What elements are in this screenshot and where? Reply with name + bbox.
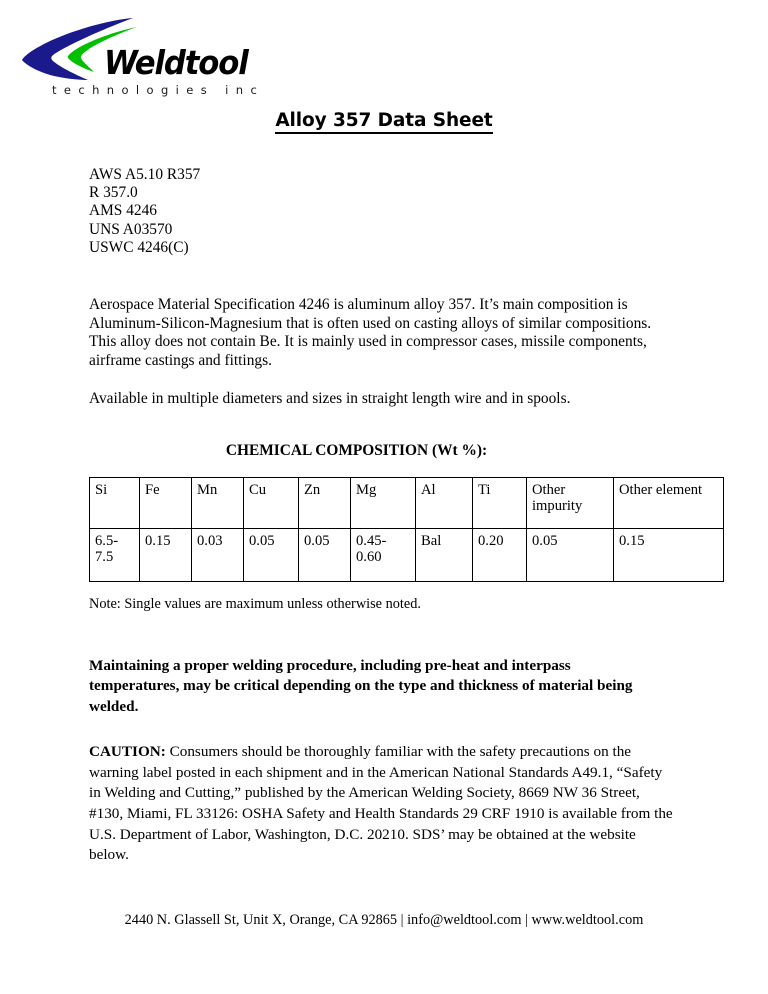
table-header-cell: Al: [416, 477, 473, 528]
description-paragraph: Aerospace Material Specification 4246 is aluminum alloy 357. It’s main composition is Aluminum-Silicon-Magnesium that is often used on casting alloys of similar compositions. This alloy does not contain Be. It is mainly used in compressor cases, missile components, airframe castings and fittings.: [89, 296, 652, 369]
table-header-cell: Zn: [299, 477, 351, 528]
table-header-cell: Mg: [351, 477, 416, 528]
spec-item: USWC 4246(C): [89, 238, 189, 256]
footer-contact-text: 2440 N. Glassell St, Unit X, Orange, CA 92865 | info@weldtool.com | www.weldtool.com: [124, 912, 644, 928]
table-cell: Bal: [416, 528, 473, 581]
table-header-cell: Other element: [614, 477, 724, 528]
logo-tagline: technologies inc: [52, 83, 265, 97]
table-cell: 0.15: [614, 528, 724, 581]
table-header-cell: Fe: [140, 477, 192, 528]
spec-item: R 357.0: [89, 184, 138, 202]
specification-list: [89, 166, 678, 257]
table-cell: 0.45-0.60: [351, 528, 416, 581]
company-logo: [20, 18, 270, 104]
table-header-row: [90, 477, 724, 528]
table-header-cell: Cu: [244, 477, 299, 528]
spec-item: AMS 4246: [89, 202, 157, 220]
table-header-cell: Si: [90, 477, 140, 528]
table-cell: 0.05: [527, 528, 614, 581]
logo-wordmark: Weldtool: [104, 43, 248, 82]
page-title: [0, 110, 768, 131]
table-header-cell: Mn: [192, 477, 244, 528]
table-cell: 0.05: [299, 528, 351, 581]
table-note: Note: Single values are maximum unless otherwise noted.: [89, 595, 421, 612]
table-cell: 6.5-7.5: [90, 528, 140, 581]
caution-label: CAUTION:: [89, 743, 166, 761]
table-row: [90, 528, 724, 581]
spec-item: UNS A03570: [89, 220, 173, 238]
table-cell: 0.20: [473, 528, 527, 581]
page-title-text: Alloy 357 Data Sheet: [275, 110, 492, 134]
page-footer: [0, 912, 768, 929]
table-cell: 0.03: [192, 528, 244, 581]
composition-heading: CHEMICAL COMPOSITION (Wt %):: [225, 441, 488, 459]
page-header: [0, 0, 768, 104]
welding-notice-paragraph: Maintaining a proper welding procedure, including pre-heat and interpass temperatures, may be critical depending on the type and thickness of material being welded.: [89, 656, 633, 715]
table-header-cell: Ti: [473, 477, 527, 528]
spec-item: AWS A5.10 R357: [89, 166, 201, 183]
caution-body: Consumers should be thoroughly familiar with the safety precautions on the warning label posted in each shipment and in the American National Standards A49.1, “Safety in Welding and Cutting,” published by the American Welding Society, 8669 NW 36 Street, #130, Miami, FL 33126: OSHA Safety and Health Standards 29 CRF 1910 is available from the U.S. Department of Labor, Washington, D.C. 20210. SDS’ may be obtained at the website below.: [89, 743, 673, 864]
table-header-cell: Other impurity: [527, 477, 614, 528]
chemical-composition-table: [89, 477, 724, 582]
caution-paragraph: [89, 742, 674, 866]
table-cell: 0.15: [140, 528, 192, 581]
document-body: [89, 166, 703, 866]
table-cell: 0.05: [244, 528, 299, 581]
availability-paragraph: Available in multiple diameters and sizes in straight length wire and in spools.: [89, 390, 571, 408]
